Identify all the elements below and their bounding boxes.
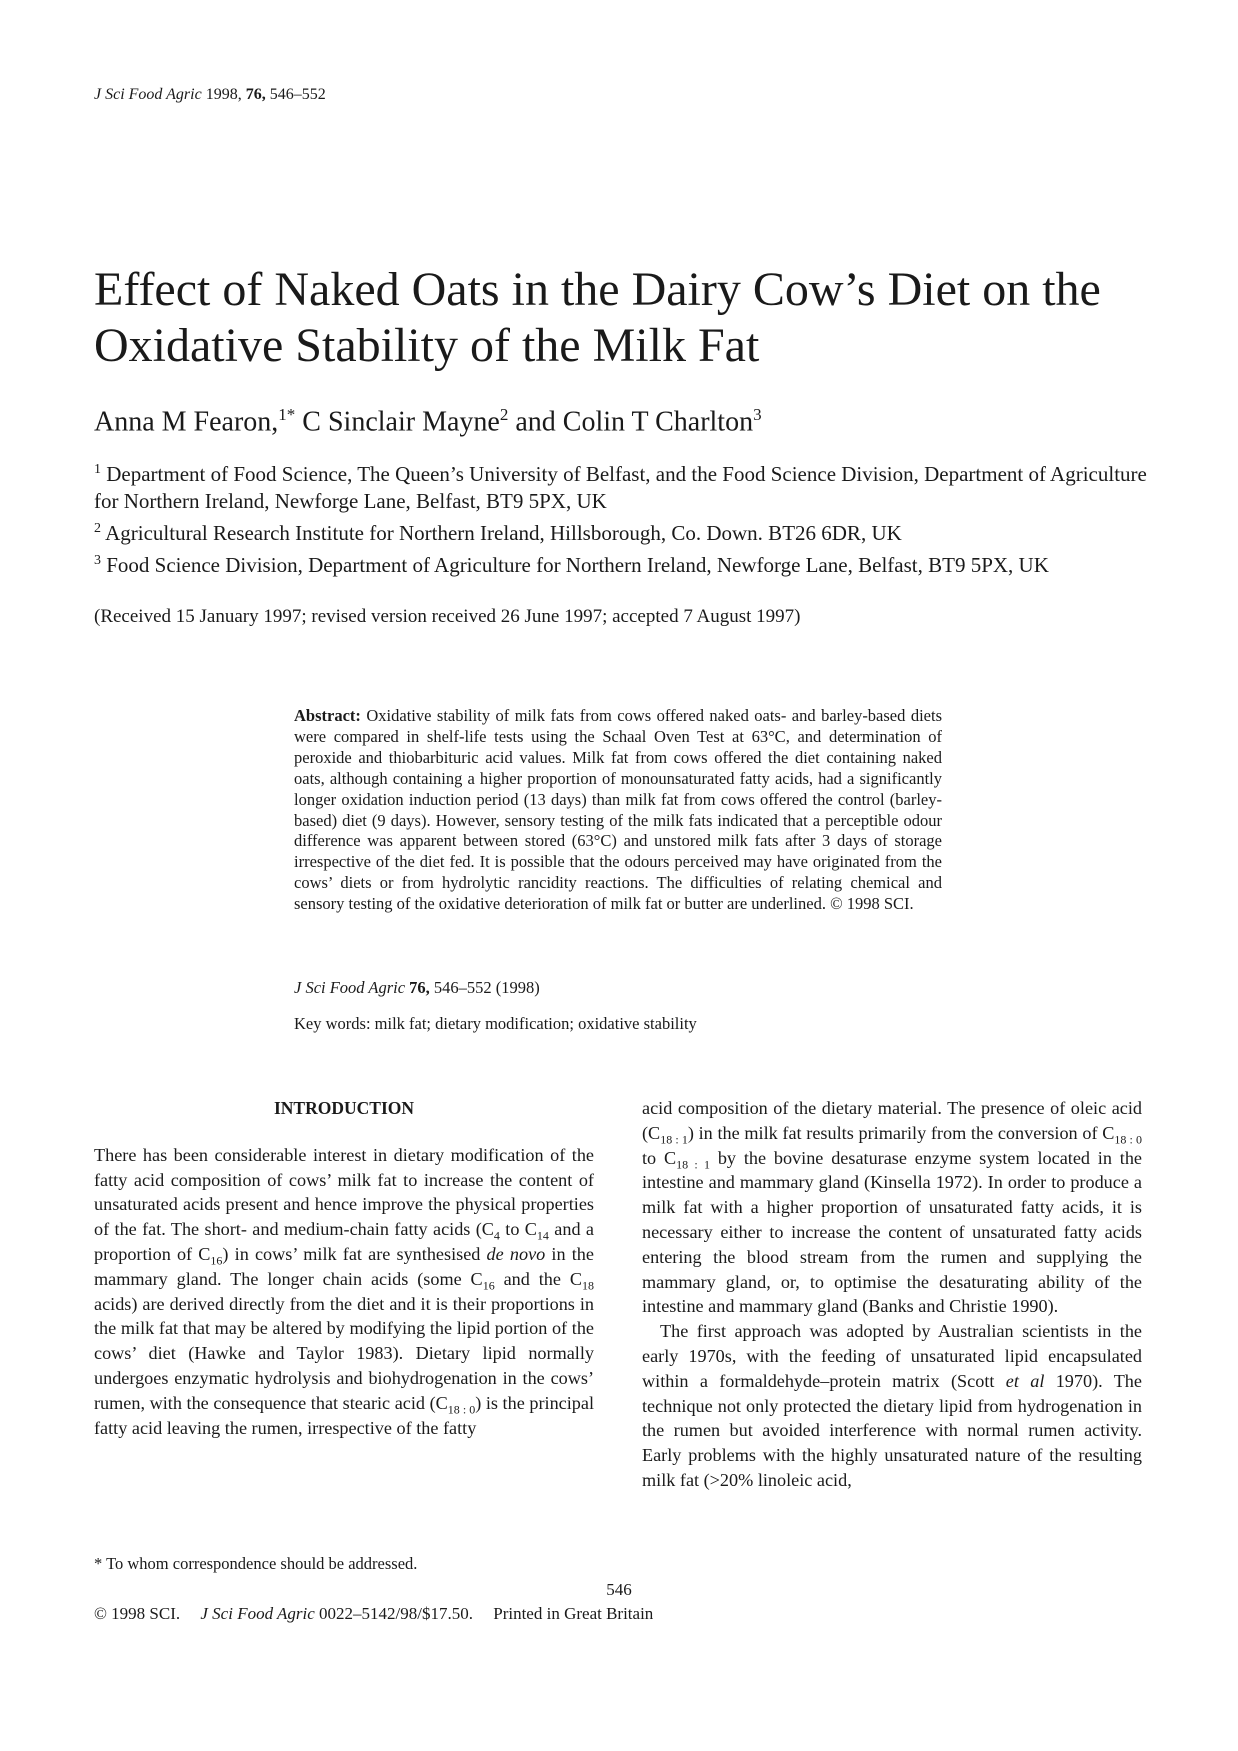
affiliation bbox=[94, 456, 1154, 515]
page-number: 546 bbox=[606, 1580, 632, 1599]
running-header bbox=[94, 86, 326, 104]
author-sup: 2 bbox=[499, 405, 509, 424]
header-volume: 76, bbox=[245, 86, 266, 103]
section-heading: INTRODUCTION bbox=[273, 1098, 415, 1118]
footer-printed: Printed in Great Britain bbox=[493, 1604, 654, 1623]
keywords-label: Key words: bbox=[294, 1014, 371, 1033]
abstract-label: Abstract: bbox=[294, 706, 361, 725]
affiliation bbox=[94, 547, 1154, 579]
header-journal: J Sci Food Agric bbox=[94, 86, 202, 103]
author-sup: 3 bbox=[753, 405, 762, 424]
author-name: C Sinclair Mayne bbox=[302, 406, 500, 438]
keywords-text: milk fat; dietary modification; oxidative stability bbox=[374, 1014, 697, 1033]
author-name: Anna M Fearon, bbox=[94, 406, 279, 438]
column-left bbox=[94, 1096, 594, 1440]
author-list bbox=[94, 398, 762, 439]
footer-journal: J Sci Food Agric bbox=[200, 1604, 315, 1623]
abstract-text: Oxidative stability of milk fats from cows offered naked oats- and barley-based diets were compared in shelf-life tests using the Schaal Oven Test at 63°C, and determination of peroxide and thiobarbituric acid values. Milk fat from cows offered the diet containing naked oats, although containing a higher proportion of monounsaturated fatty acids, had a significantly longer oxidation induction period (13 days) than milk fat from cows offered the control (barley-based) diet (9 days). However, sensory testing of the milk fats indicated that a perceptible odour difference was apparent between stored (63°C) and unstored milk fats after 3 days of storage irrespective of the diet fed. It is possible that the odours perceived may have originated from the cows’ diets or from hydrolytic rancidity reactions. The difficulties of relating chemical and sensory testing of the oxidative deterioration of milk fat or butter are underlined. © 1998 SCI. bbox=[294, 706, 942, 914]
page-footer bbox=[94, 1604, 653, 1624]
abstract bbox=[294, 706, 942, 915]
article-title: Effect of Naked Oats in the Dairy Cow’s Diet on the Oxidative Stability of the Milk Fat bbox=[94, 263, 1101, 372]
citation-line bbox=[294, 978, 540, 998]
author-joiner: and bbox=[515, 406, 556, 438]
footnote: * To whom correspondence should be addressed. bbox=[94, 1554, 418, 1573]
affiliation-sup: 2 bbox=[94, 521, 101, 536]
affiliation-sup: 3 bbox=[94, 553, 101, 568]
footer-issn: 0022–5142/98/$17.50. bbox=[319, 1604, 473, 1623]
keywords bbox=[294, 1014, 697, 1034]
citation-journal: J Sci Food Agric bbox=[294, 978, 406, 997]
paragraph: The first approach was adopted by Australian scientists in the early 1970s, with the feeding of unsaturated lipid encapsulated within a formaldehyde–protein matrix (Scott et al 1970). The technique not only protected the dietary lipid from hydrogenation in the rumen but avoided interference with normal rumen activity. Early problems with the highly unsaturated nature of the resulting milk fat (>20% linoleic acid, bbox=[642, 1321, 1142, 1490]
header-year: 1998, bbox=[205, 86, 242, 103]
author-name: Colin T Charlton bbox=[562, 406, 754, 438]
column-right bbox=[642, 1096, 1142, 1493]
header-pages: 546–552 bbox=[269, 86, 326, 103]
citation-rest: 546–552 (1998) bbox=[433, 978, 540, 997]
affiliation-text: Food Science Division, Department of Agriculture for Northern Ireland, Newforge Lane, Belfast, BT9 5PX, UK bbox=[106, 553, 1049, 577]
paragraph: acid composition of the dietary material. The presence of oleic acid $(C_{18 : 1})$ in the milk fat results primarily from the conversion of $C_{18 : 0}$ to $C_{18 : 1}$ by the bovine desaturase enzyme system located in the intestine and mammary gland (Kinsella 1972). In order to produce a milk fat with a higher proportion of unsaturated fatty acids, it is necessary either to increase the content of unsaturated fatty acids entering the blood stream from the rumen and supplying the mammary gland, or, to optimise the desaturating ability of the intestine and mammary gland (Banks and Christie 1990). bbox=[642, 1098, 1142, 1317]
affiliation-text: Department of Food Science, The Queen’s University of Belfast, and the Food Science Division, Department of Agriculture for Northern Ireland, Newforge Lane, Belfast, BT9 5PX, UK bbox=[94, 462, 1147, 513]
affiliation-text: Agricultural Research Institute for Northern Ireland, Hillsborough, Co. Down. BT26 6DR, UK bbox=[105, 521, 902, 545]
affiliations bbox=[94, 456, 1154, 579]
author-sup: 1* bbox=[278, 405, 296, 424]
paragraph: There has been considerable interest in dietary modification of the fatty acid composition of cows’ milk fat to increase the content of unsaturated acids present and hence improve the physical properties of the fat. The short- and medium-chain fatty acids ($C_4$ to $C_{14}$ and a proportion of $C_{16}$) in cows’ milk fat are synthesised de novo in the mammary gland. The longer chain acids (some $C_{16}$ and the $C_{18}$ acids) are derived directly from the diet and it is their proportions in the milk fat that may be altered by modifying the lipid portion of the cows’ diet (Hawke and Taylor 1983). Dietary lipid normally undergoes enzymatic hydrolysis and biohydrogenation in the cows’ rumen, with the consequence that stearic acid $(C_{18 : 0})$ is the principal fatty acid leaving the rumen, irrespective of the fatty bbox=[94, 1144, 595, 1438]
received-dates: (Received 15 January 1997; revised version received 26 June 1997; accepted 7 August 1997) bbox=[94, 606, 801, 627]
footer-copyright: © 1998 SCI. bbox=[94, 1604, 181, 1623]
citation-volume: 76, bbox=[409, 978, 430, 997]
affiliation bbox=[94, 515, 1154, 547]
affiliation-sup: 1 bbox=[94, 462, 101, 477]
